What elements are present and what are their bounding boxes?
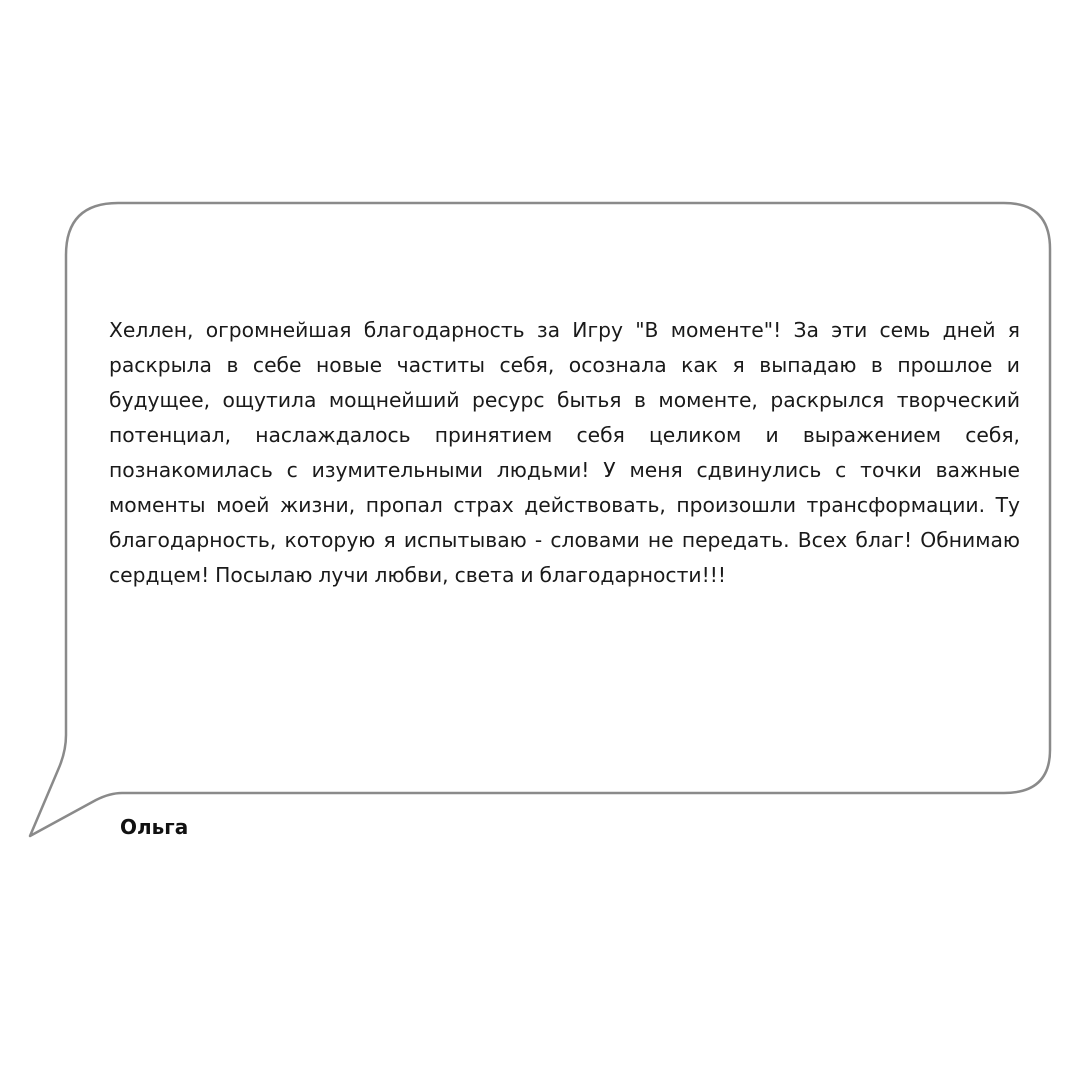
- author-name: Ольга: [120, 815, 189, 839]
- testimonial-text: Хеллен, огромнейшая благодарность за Игру "В моменте"! За эти семь дней я раскрыла в себе новые частиты себя, осознала как я выпадаю в прошлое и будущее, ощутила мощнейший ресурс бытья в моменте, раскрылся творческий потенциал, наслаждалось принятием себя целиком и выражением себя, познакомилась с изумительными людьми! У меня сдвинулись с точки важные моменты моей жизни, пропал страх действовать, произошли трансформации. Ту благодарность, которую я испытываю - словами не передать. Всех благ! Обнимаю сердцем! Посылаю лучи любви, света и благодарности!!!: [109, 318, 1020, 587]
